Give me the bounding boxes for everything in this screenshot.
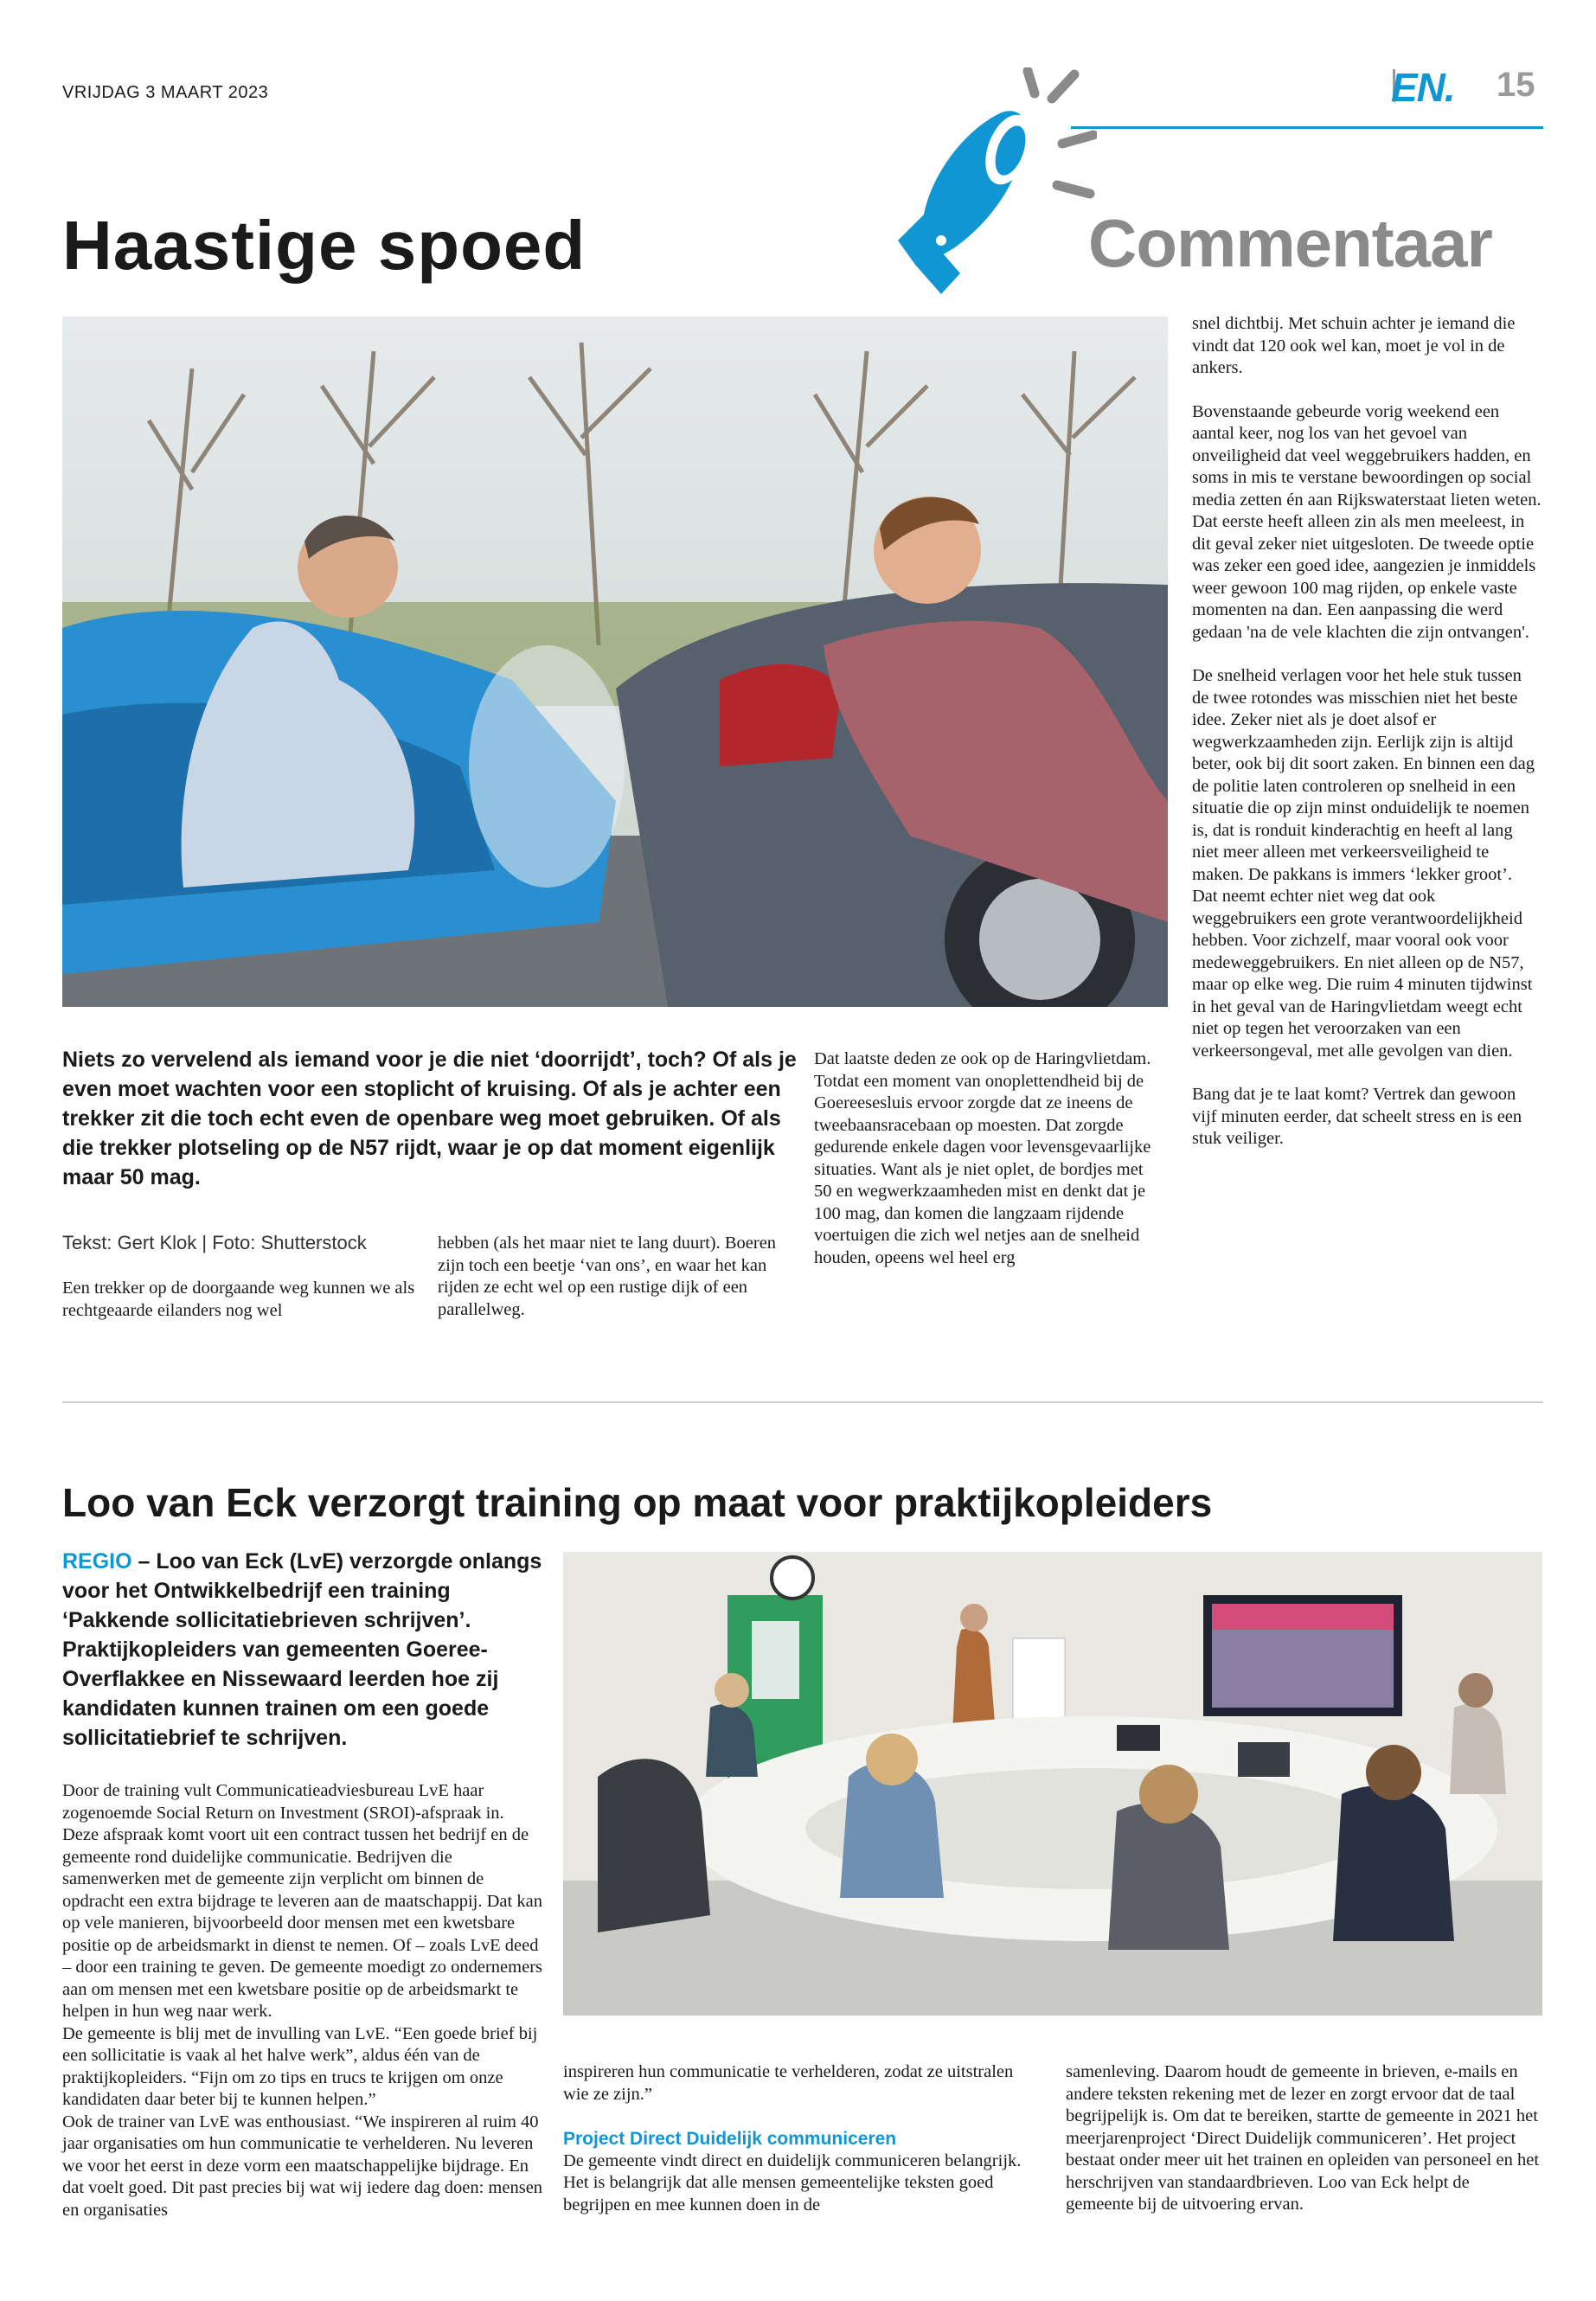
paragraph: De gemeente is blij met de invulling van LvE. “Een goede brief bij een sollicitatie is vaak al het halve werk”, aldus één van de praktijkopleiders. “Fijn om zo tips en trucs te krijgen om onze kandidaten daar beter bij te kunnen helpen.” — [62, 2023, 538, 2109]
training-room-photo — [563, 1552, 1542, 2016]
article-2-column-1 — [62, 1780, 543, 2221]
article-column-2: hebben (als het maar niet te lang duurt). Boeren zijn toch een beetje ‘van ons’, en waar het kan rijden ze echt wel op een rustige dijk of een parallelweg. — [438, 1234, 777, 1319]
lead-text: – Loo van Eck (LvE) verzorgde onlangs voor het Ontwikkelbedrijf een training ‘Pakkende sollicitatiebrieven schrijven’. Praktijkopleiders van gemeenten Goeree-Overflakkee en Nissewaard leerden hoe zij kandidaten kunnen trainen om een goede sollicitatiebrief te schrijven. — [62, 1549, 542, 1750]
paragraph: De snelheid verlagen voor het hele stuk tussen de twee rotondes was misschien niet het beste idee. Zeker niet als je doet alsof er wegwerkzaamheden zijn. Eerlijk zijn is altijd beter, ook bij dit soort zaken. En binnen een dag de politie laten controleren op snelheid in een situatie die op zijn minst onduidelijk te noemen is, dat is ronduit kinderachtig en heeft al lang niet meer alleen met verkeersveiligheid te maken. De pakkans is immers ‘lekker groot’. Dat neemt echter niet weg dat ook weggebruikers een grote verantwoordelijkheid hebben. Voor zichzelf, maar vooral ook voor medeweggebruikers. En niet alleen op de N57, maar op elke weg. Die ruim 4 minuten tijdwinst in het geval van de Haringvlietdam weegt echt niet op tegen het veroorzaken van een verkeersongeval, met alle gevolgen van dien. — [1192, 666, 1535, 1061]
article-title: Haastige spoed — [62, 207, 586, 284]
paragraph: Bovenstaande gebeurde vorig weekend een aantal keer, nog los van het gevoel van onveiligheid dat veel weggebruikers hadden, en soms in mis te verstane bewoordingen op social media zetten én aan Rijkswaterstaat lieten weten. Dat eerste heeft alleen zin als men meeleest, in dit geval zeker niet uitgesloten. De tweede optie was zeker een goed idee, aangezien je inmiddels weer gewoon 100 mag rijden, op enkele vaste momenten na dan. Een aanpassing die werd gedaan 'na de vele klachten die zijn ontvangen'. — [1192, 401, 1542, 642]
issue-date: VRIJDAG 3 MAART 2023 — [62, 83, 269, 102]
article-2-lead — [62, 1547, 547, 1753]
paragraph: Door de training vult Communicatieadviesbureau LvE haar zogenoemde Social Return on Investment (SROI)-afspraak in. Deze afspraak komt voort uit een contract tussen het bedrijf en de gemeente rond duidelijke communicatie. Bedrijven die samenwerken met de gemeente zijn verplicht om binnen de opdracht een extra bijdrage te leveren aan de maatschappij. Dat kan op vele manieren, bijvoorbeeld door mensen met een kwetsbare positie op de arbeidsmarkt in dienst te nemen. Of – zoals LvE deed – door een training te geven. De gemeente moedigt zo ondernemers aan om mensen met een kwetsbare positie op de arbeidsmarkt te helpen in hun weg naar werk. — [62, 1781, 543, 2021]
paragraph: inspireren hun communicatie te verhelderen, zodat ze uitstralen wie ze zijn.” — [563, 2062, 1014, 2104]
paragraph: De gemeente vindt direct en duidelijk communiceren belangrijk. Het is belangrijk dat alle mensen gemeentelijke teksten goed begrijpen en mee kunnen doen in de — [563, 2150, 1022, 2214]
subheading: Project Direct Duidelijk communiceren — [563, 2129, 897, 2149]
car-accident-photo — [62, 317, 1168, 1007]
article-2-title: Loo van Eck verzorgt training op maat voor praktijkopleiders — [62, 1480, 1213, 1525]
paragraph: Ook de trainer van LvE was enthousiast. “We inspireren al ruim 40 jaar organisaties om hun communicatie te verhelderen. Nu leveren we voor het eerst in deze vorm een maatschappelijke bijdrage. En dat voelt goed. Dit past precies bij wat wij iedere dag doen: mensen en organisaties — [62, 2112, 543, 2220]
section-title: Commentaar — [1088, 205, 1492, 281]
section-divider — [62, 1401, 1543, 1403]
article-column-4 — [1192, 313, 1542, 1172]
brand-logo: EN. — [1391, 65, 1455, 110]
article-2-column-2 — [563, 2061, 1022, 2216]
region-tag: REGIO — [62, 1549, 132, 1574]
megaphone-icon — [889, 67, 1097, 301]
paragraph: snel dichtbij. Met schuin achter je iemand die vindt dat 120 ook wel kan, moet je vol in de ankers. — [1192, 314, 1516, 377]
article-lead: Niets zo vervelend als iemand voor je die niet ‘doorrijdt’, toch? Of als je even moet wachten voor een stoplicht of kruising. Of als je achter een trekker zit die toch echt even de openbare weg moet gebruiken. Of als die trekker plotseling op de N57 rijdt, waar je op dat moment eigenlijk maar 50 mag. — [62, 1048, 797, 1189]
article-2-column-3: samenleving. Daarom houdt de gemeente in brieven, e-mails en andere teksten rekening met de lezer en zorgt ervoor dat de taal begrijpelijk is. Om dat te bereiken, startte de gemeente in 2021 het meerjarenproject ‘Direct Duidelijk communiceren’. Het project bestaat onder meer uit het trainen en opleiden van personeel en het herschrijven van standaardbrieven. Loo van Eck helpt de gemeente bij de uitvoering ervan. — [1066, 2062, 1540, 2214]
article-credit: Tekst: Gert Klok | Foto: Shutterstock — [62, 1232, 367, 1253]
article-photo — [62, 317, 1168, 1007]
article-2-photo — [563, 1552, 1542, 2016]
header-rule — [1071, 126, 1543, 129]
article-column-1: Een trekker op de doorgaande weg kunnen we als rechtgeaarde eilanders nog wel — [62, 1279, 415, 1320]
page-number: 15 — [1497, 66, 1535, 104]
article-column-3: Dat laatste deden ze ook op de Haringvlietdam. Totdat een moment van onoplettendheid bij de Goereesesluis ervoor zorgde dat ze ineens de tweebaansracebaan op moesten. Dat zorgde gedurende enkele dagen voor levensgevaarlijke situaties. Want als je niet oplet, de bordjes met 50 en wegwerkzaamheden mist en denkt dat je 100 mag, dan komen die langzaam rijdende voertuigen die zich wel netjes aan de snelheid houden, opeens wel heel erg — [814, 1049, 1151, 1267]
paragraph: Bang dat je te laat komt? Vertrek dan gewoon vijf minuten eerder, dat scheelt stress en is een stuk veiliger. — [1192, 1085, 1522, 1148]
